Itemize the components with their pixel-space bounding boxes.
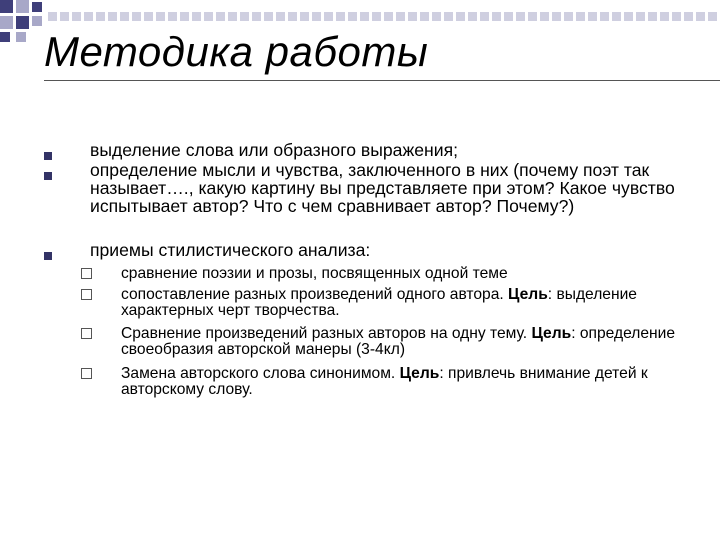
decor-square — [16, 32, 26, 42]
hollow-square-bullet-icon — [81, 328, 92, 339]
title-underline — [44, 80, 720, 81]
slide: Методика работы выделение слова или образного выражения; определение мысли и чувства, заключенного в них (почему поэт так называет…., какую картину вы представляете при этом? Какое чувство испытывает автор? Что с чем сравнивает автор? Почему?) приемы стилистического анализа: сравнение поэзии и прозы, посвященных одной теме сопоставление разных произведений одного автора. Цель: выделение характерных черт творчества. Сравнение произведений разных авторов на одну тему. Цель: определение своеобразия авторской манеры (3-4кл) Замена авторского слова синонимом. Цель: привлечь внимание детей к авторскому слову. — [0, 0, 720, 540]
decor-square — [32, 16, 42, 26]
square-bullet-icon — [44, 172, 52, 180]
decor-strip — [48, 12, 720, 21]
decor-square — [16, 16, 29, 29]
decor-square — [0, 0, 13, 13]
decor-square — [0, 32, 10, 42]
decor-square — [0, 16, 13, 29]
hollow-square-bullet-icon — [81, 289, 92, 300]
square-bullet-icon — [44, 152, 52, 160]
goal-label: Цель — [508, 286, 548, 303]
goal-label: Цель — [399, 365, 440, 382]
slide-title: Методика работы — [44, 28, 429, 75]
hollow-square-bullet-icon — [81, 268, 92, 279]
hollow-square-bullet-icon — [81, 368, 92, 379]
square-bullet-icon — [44, 252, 52, 260]
goal-label: Цель — [531, 325, 572, 342]
decor-square — [16, 0, 29, 13]
decor-square — [32, 2, 42, 12]
